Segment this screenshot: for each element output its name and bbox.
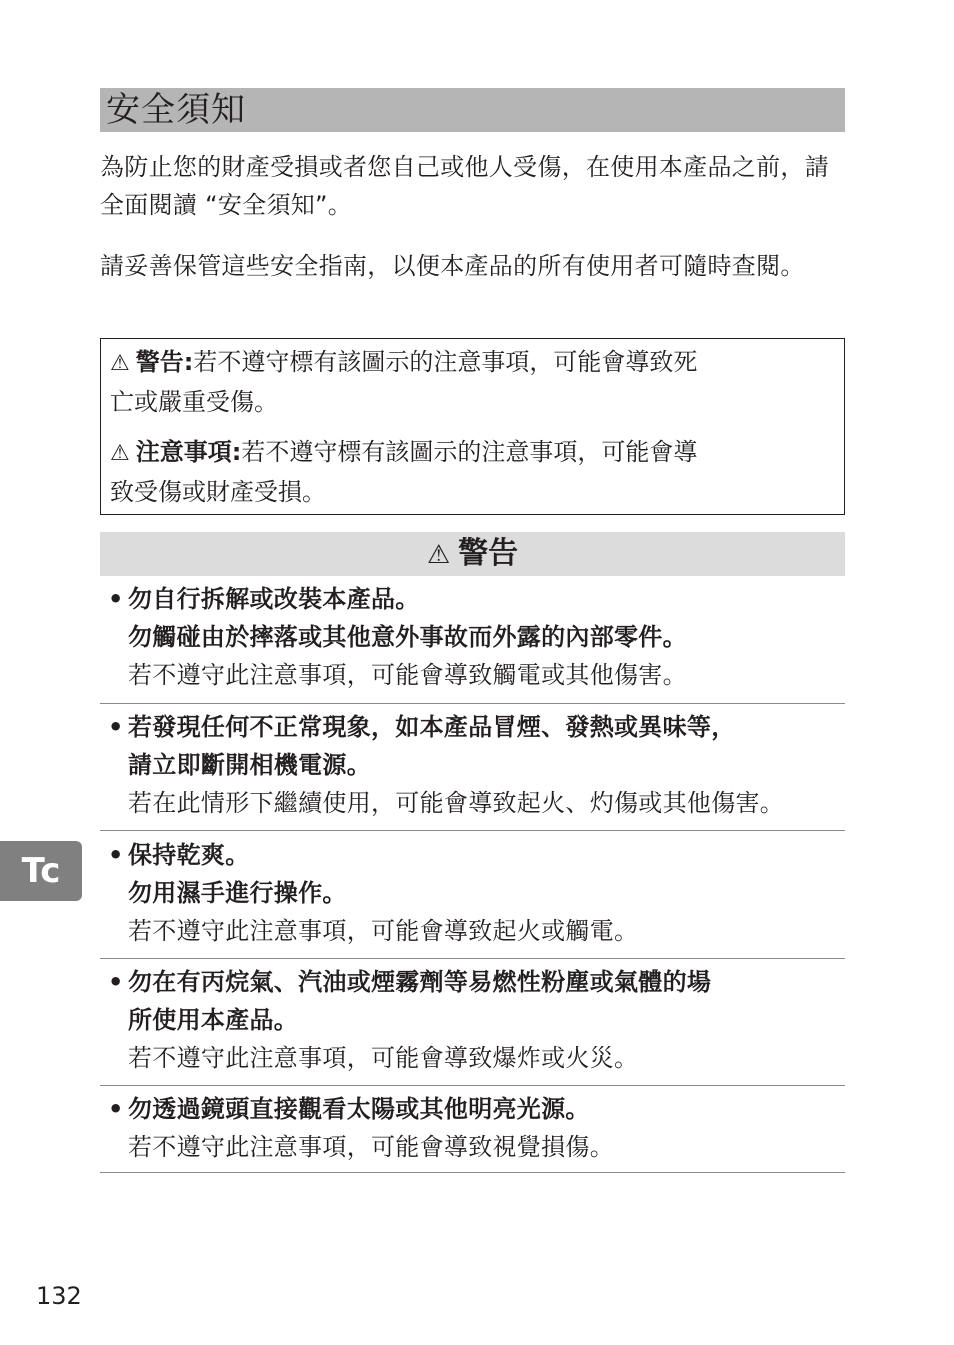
- instruction-line-1: 若發現任何不正常現象，如本產品冒煙、發熱或異味等，: [128, 713, 736, 741]
- caution-legend-text-2: 致受傷或財產受損。: [110, 478, 326, 506]
- instruction-line-2: 勿觸碰由於摔落或其他意外事故而外露的內部零件。: [128, 623, 687, 651]
- instruction-line-2: 勿用濕手進行操作。: [128, 879, 347, 907]
- instruction-line-1: 勿透過鏡頭直接觀看太陽或其他明亮光源。: [128, 1095, 590, 1123]
- warning-header-triangle-icon: ⚠: [426, 540, 451, 570]
- page-number: 132: [36, 1282, 82, 1310]
- symbol-legend-box: [100, 338, 845, 515]
- instruction-line-2: 請立即斷開相機電源。: [128, 751, 371, 779]
- warning-item-1: [100, 580, 845, 704]
- bullet: •: [108, 841, 124, 869]
- instruction-line-1: 保持乾爽。: [128, 841, 250, 869]
- consequence-line: 若不遵守此注意事項，可能會導致視覺損傷。: [128, 1133, 614, 1161]
- instruction-line-1: 勿在有丙烷氣、汽油或煙霧劑等易燃性粉塵或氣體的場: [128, 968, 712, 996]
- instruction-line-2: 所使用本產品。: [128, 1006, 299, 1034]
- consequence-line: 若不遵守此注意事項，可能會導致觸電或其他傷害。: [128, 661, 687, 689]
- caution-triangle-icon: ⚠: [110, 441, 130, 466]
- warning-item-3: [100, 836, 845, 959]
- warning-item-4: [100, 963, 845, 1086]
- intro-paragraph-1: 為防止您的財產受損或者您自己或他人受傷，在使用本產品之前，請全面閱讀 “安全須知”。: [100, 153, 829, 219]
- warning-legend-label: 警告:: [135, 348, 194, 376]
- intro-paragraph-2: 請妥善保管這些安全指南，以便本產品的所有使用者可隨時查閱。: [100, 252, 805, 280]
- bullet: •: [108, 968, 124, 996]
- instruction-line-1: 勿自行拆解或改裝本產品。: [128, 585, 420, 613]
- warning-triangle-icon: ⚠: [110, 351, 130, 376]
- section-title: 安全須知: [100, 88, 252, 132]
- bullet: •: [108, 713, 124, 741]
- caution-legend: [110, 433, 830, 511]
- warning-header-label: 警告: [458, 536, 519, 571]
- caution-legend-label: 注意事項:: [135, 438, 242, 466]
- consequence-line: 若不遵守此注意事項，可能會導致爆炸或火災。: [128, 1044, 639, 1072]
- consequence-line: 若在此情形下繼續使用，可能會導致起火、灼傷或其他傷害。: [128, 789, 785, 817]
- warning-section-header: [100, 532, 845, 576]
- warning-legend-text-2: 亡或嚴重受傷。: [110, 388, 278, 416]
- bullet: •: [108, 1095, 124, 1123]
- consequence-line: 若不遵守此注意事項，可能會導致起火或觸電。: [128, 917, 639, 945]
- bullet: •: [108, 585, 124, 613]
- warning-item-5: [100, 1090, 845, 1173]
- caution-legend-text-1: 若不遵守標有該圖示的注意事項，可能會導: [241, 438, 698, 466]
- language-tab: Tc: [0, 841, 82, 901]
- warning-item-2: [100, 708, 845, 831]
- warning-legend: [110, 343, 830, 421]
- warning-legend-text-1: 若不遵守標有該圖示的注意事項，可能會導致死: [193, 348, 698, 376]
